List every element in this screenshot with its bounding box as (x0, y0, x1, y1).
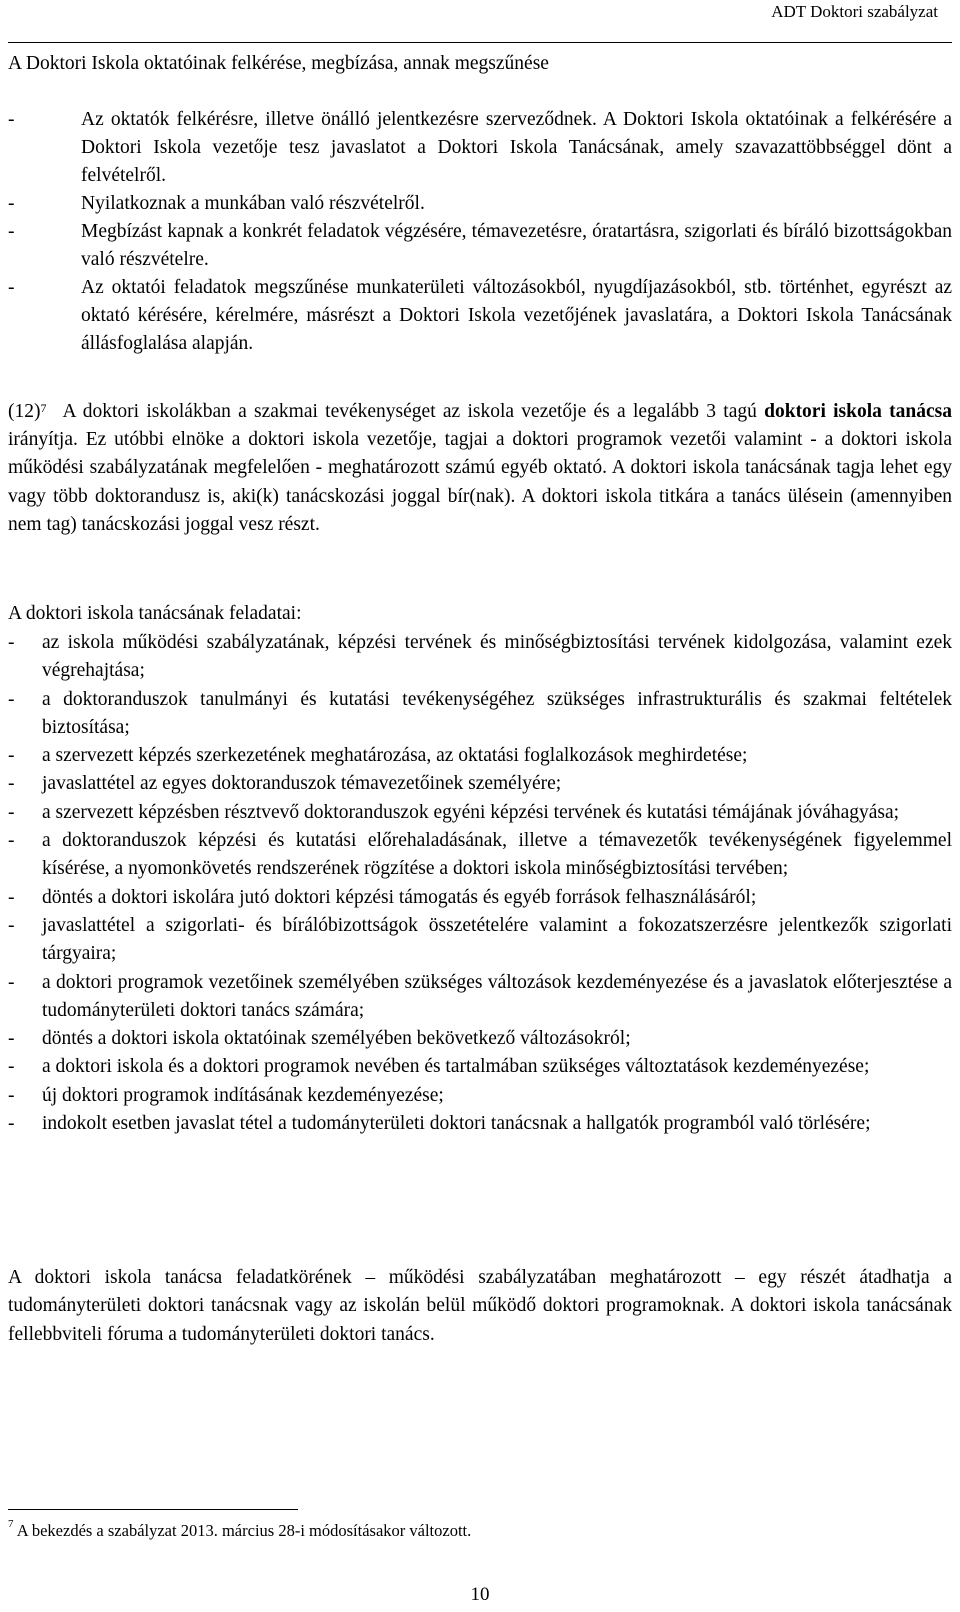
list-item: - a doktori programok vezetőinek személyében szükséges változások kezdeményezése és a javaslatok előterjesztése a tudományterületi doktori tanács számára; (8, 969, 952, 1026)
closing-paragraph: A doktori iskola tanácsa feladatkörének – működési szabályzatában meghatározott – egy részét átadhatja a tudományterületi doktori tanácsnak vagy az iskolán belül működő doktori programoknak. A doktori iskola tanácsának fellebbviteli fóruma a tudományterületi doktori tanács. (8, 1267, 952, 1345)
header-rule (8, 42, 952, 43)
list-item: - javaslattétel az egyes doktoranduszok témavezetőinek személyére; (8, 770, 952, 798)
list-dash: - (8, 193, 15, 214)
footnote-number: 7 (8, 1518, 14, 1530)
list-dash: - (8, 801, 15, 823)
paragraph-12 (8, 398, 952, 539)
list-dash: - (8, 277, 15, 298)
list-item: - javaslattétel a szigorlati- és bírálóbizottságok összetételére valamint a fokozatszerzésre jelentkezők szigorlati tárgyaira; (8, 912, 952, 969)
list-item: - döntés a doktori iskola oktatóinak személyében bekövetkező változásokról; (8, 1025, 952, 1053)
list-item: - a doktori iskola és a doktori programok nevében és tartalmában szükséges változtatások kezdeményezése; (8, 1053, 952, 1081)
list-item: - az iskola működési szabályzatának, képzési tervének és minőségbiztosítási tervének kidolgozása, valamint ezek végrehajtása; (8, 629, 952, 686)
list-item: - a szervezett képzésben résztvevő doktoranduszok egyéni képzési tervének és kutatási témájának jóváhagyása; (8, 799, 952, 827)
list-dash: - (8, 221, 15, 242)
list-dash: - (8, 688, 15, 710)
paragraph-intro: A doktori iskolákban a szakmai tevékenységet az iskola vezetője és a legalább 3 tagú (62, 401, 757, 422)
list-item: - Az oktatói feladatok megszűnése munkaterületi változásokból, nyugdíjazásokból, stb. történhet, egyrészt az oktató kérésére, kérelmére, másrészt a Doktori Iskola vezetőjének javaslatára, a Doktori Iskola Tanácsának állásfoglalása alapján. (8, 274, 952, 358)
instructor-list (8, 106, 952, 358)
list-dash: - (8, 1056, 15, 1078)
tasks-title: A doktori iskola tanácsának feladatai: (8, 603, 302, 624)
list-dash: - (8, 745, 15, 767)
section-title: A Doktori Iskola oktatóinak felkérése, megbízása, annak megszűnése (8, 53, 549, 74)
paragraph-label: (12) (8, 401, 41, 422)
running-header: ADT Doktori szabályzat (771, 2, 938, 21)
list-dash: - (8, 632, 15, 653)
tasks-list (8, 629, 952, 1138)
list-dash: - (8, 830, 15, 852)
list-item: - a doktoranduszok tanulmányi és kutatási tevékenységéhez szükséges infrastrukturális és szakmai feltételek biztosítása; (8, 686, 952, 743)
list-dash: - (8, 1028, 15, 1050)
list-item: - Nyilatkoznak a munkában való részvételről. (8, 190, 952, 218)
list-dash: - (8, 971, 15, 993)
paragraph-rest: irányítja. Ez utóbbi elnöke a doktori iskola vezetője, tagjai a doktori programok vezetői valamint - a doktori iskola működési szabályzatának megfelelően - meghatározott számú egyéb oktató. A doktori iskola tanácsának tagja lehet egy vagy több doktorandusz is, aki(k) tanácskozási joggal bír(nak). A doktori iskola titkára a tanács ülésein (amennyiben nem tag) tanácskozási joggal vesz részt. (8, 429, 952, 535)
footnote-rule (8, 1509, 298, 1510)
footnote-ref: 7 (40, 401, 47, 415)
footnote (8, 1518, 472, 1541)
list-item: - Az oktatók felkérésre, illetve önálló jelentkezésre szerveződnek. A Doktori Iskola oktatóinak a felkérésére a Doktori Iskola vezetője tesz javaslatot a Doktori Iskola Tanácsának, amely szavazattöbbséggel dönt a felvételről. (8, 106, 952, 190)
list-dash: - (8, 914, 15, 936)
list-item: - Megbízást kapnak a konkrét feladatok végzésére, témavezetésre, óratartásra, szigorlati és bíráló bizottságokban való részvételre. (8, 218, 952, 274)
page-number: 10 (470, 1584, 490, 1605)
bold-term: doktori iskola tanácsa (764, 401, 953, 422)
list-dash: - (8, 1084, 15, 1106)
list-dash: - (8, 773, 15, 795)
list-item: - a doktoranduszok képzési és kutatási előrehaladásának, illetve a témavezetők tevékenységének figyelemmel kísérése, a nyomonkövetés rendszerének rögzítése a doktori iskola minőségbiztosítási tervében; (8, 827, 952, 884)
list-item: - új doktori programok indításának kezdeményezése; (8, 1082, 952, 1110)
list-dash: - (8, 1113, 15, 1135)
list-item: - indokolt esetben javaslat tétel a tudományterületi doktori tanácsnak a hallgatók programból való törlésére; (8, 1110, 952, 1138)
list-item: - döntés a doktori iskolára jutó doktori képzési támogatás és egyéb források felhasználásáról; (8, 884, 952, 912)
list-item: - a szervezett képzés szerkezetének meghatározása, az oktatási foglalkozások meghirdetése; (8, 742, 952, 770)
footnote-text: A bekezdés a szabályzat 2013. március 28-i módosításakor változott. (13, 1521, 472, 1540)
list-dash: - (8, 109, 15, 130)
list-dash: - (8, 886, 15, 908)
